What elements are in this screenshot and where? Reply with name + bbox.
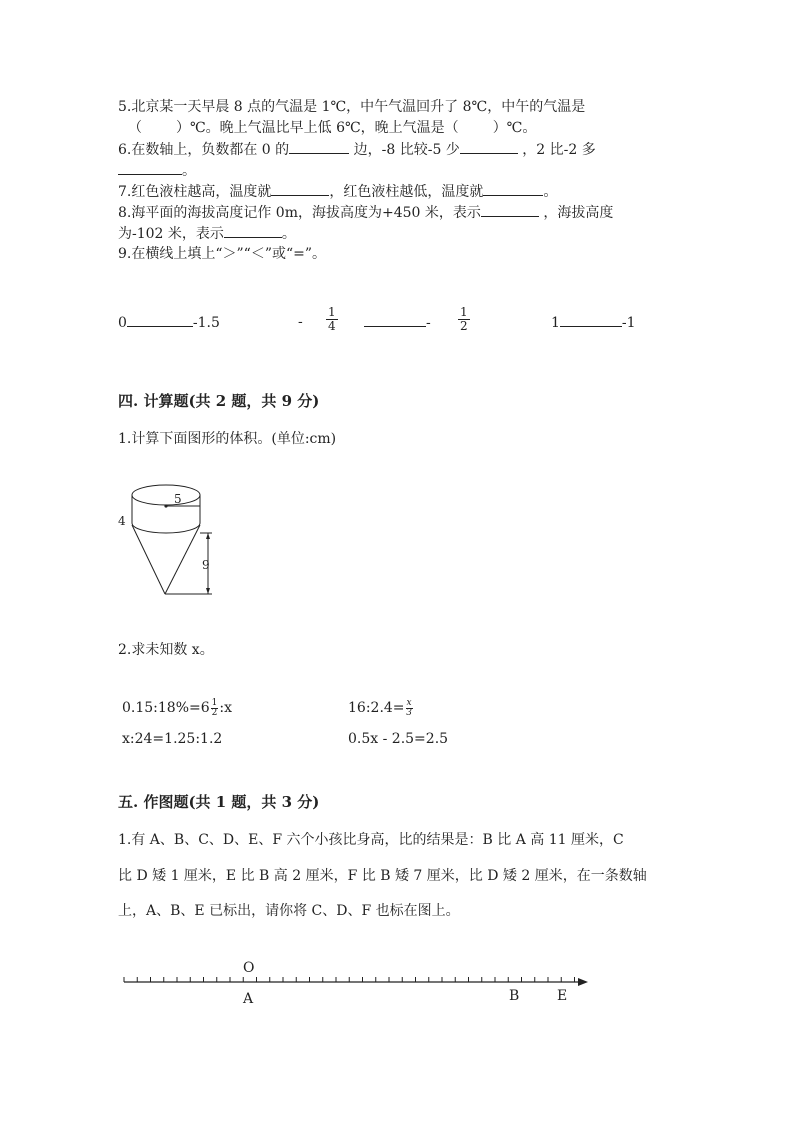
compare-blank[interactable]: [560, 312, 622, 327]
fraction-denominator: 4: [328, 319, 336, 333]
answer-blank[interactable]: [481, 202, 539, 217]
question-8-line1: [118, 202, 613, 223]
section-4-question-1: 1.计算下面图形的体积。(单位:cm): [118, 431, 337, 447]
question-5-end: ）℃。: [492, 120, 537, 136]
equation-3: x:24=1.25:1.2: [122, 731, 223, 747]
fraction-numerator: x: [406, 697, 412, 708]
section-4-question-2: 2.求未知数 x。: [118, 642, 214, 658]
fraction-numerator: 1: [460, 305, 468, 319]
question-7-text-1: 7.红色液柱越高，温度就: [118, 184, 272, 200]
fraction-numerator: 1: [211, 697, 218, 708]
answer-blank[interactable]: [483, 181, 543, 196]
cylinder-height-label: 4: [118, 514, 126, 528]
fraction-denominator: 2: [211, 707, 218, 718]
origin-label: O: [243, 960, 255, 976]
radius-label: 5: [174, 492, 182, 506]
equation-2: [348, 698, 414, 718]
compare-right: -1: [621, 315, 636, 331]
question-8-text-2: ，海拔高度: [543, 205, 614, 221]
question-8-end: 。: [281, 226, 296, 242]
compare-blank[interactable]: [364, 312, 426, 327]
point-a-label: A: [243, 991, 254, 1007]
question-8-text-1: 8.海平面的海拔高度记作 0m，海拔高度为+450 米，表示: [118, 205, 481, 221]
answer-blank[interactable]: [271, 181, 329, 196]
question-6-line1: [118, 139, 596, 160]
question-5-line2: [128, 118, 536, 138]
section-5-line3: 上，A、B、E 已标出，请你将 C、D、F 也标在图上。: [118, 903, 460, 919]
equation-text: 0.15:18%=6: [122, 700, 210, 716]
question-6-text-3: ，2 比-2 多: [522, 142, 596, 158]
equation-4: 0.5x - 2.5=2.5: [348, 731, 449, 747]
answer-blank[interactable]: [224, 223, 282, 238]
compare-right: -1.5: [192, 315, 220, 331]
section-5-line1: 1.有 A、B、C、D、E、F 六个小孩比身高，比的结果是：B 比 A 高 11 厘米，C: [118, 832, 624, 848]
question-7: [118, 181, 557, 202]
question-8-text-3: 为-102 米，表示: [118, 226, 224, 242]
question-5-line1: 5.北京某一天早晨 8 点的气温是 1℃，中午气温回升了 8℃，中午的气温是: [118, 99, 586, 115]
point-b-label: B: [509, 988, 520, 1004]
compare-left: 0: [118, 315, 127, 331]
question-5-mid: ）℃。晚上气温比早上低 6℃，晚上气温是（: [176, 120, 459, 136]
minus-sign: -: [426, 315, 431, 331]
fraction-one-half: [458, 306, 470, 333]
answer-blank[interactable]: [289, 139, 349, 154]
question-6-text-2: 边，-8 比较-5 少: [353, 142, 460, 158]
question-6-text-1: 6.在数轴上，负数都在 0 的: [118, 142, 290, 158]
point-e-label: E: [557, 988, 568, 1004]
section-5-line2: 比 D 矮 1 厘米，E 比 B 高 2 厘米，F 比 B 矮 7 厘米，比 D 矮 2 厘米，在一条数轴: [118, 868, 647, 884]
question-7-end: 。: [543, 184, 558, 200]
compare-item-3: [551, 312, 636, 333]
answer-blank[interactable]: [118, 160, 182, 175]
fraction-numerator: 1: [328, 305, 336, 319]
answer-blank[interactable]: [460, 139, 518, 154]
equation-1: [122, 698, 232, 718]
fraction-denominator: 2: [460, 319, 468, 333]
compare-item-2: [364, 312, 431, 333]
question-8-line2: [118, 223, 296, 244]
minus-sign: -: [298, 314, 303, 330]
number-line[interactable]: [110, 952, 600, 1012]
section-4-title: 四. 计算题(共 2 题，共 9 分): [118, 392, 320, 410]
cone-height-label: 9: [202, 558, 210, 572]
fraction-one-quarter: [326, 306, 338, 333]
equation-text: 16:2.4=: [348, 700, 405, 716]
cylinder-cone-figure: [112, 478, 222, 600]
fraction-denominator: 3: [406, 707, 412, 718]
compare-left: 1: [551, 315, 560, 331]
question-6-line2: [118, 160, 196, 181]
question-7-text-2: ，红色液柱越低，温度就: [329, 184, 484, 200]
paren-open: （: [128, 120, 142, 136]
equation-text: :x: [219, 700, 233, 716]
compare-blank[interactable]: [127, 312, 193, 327]
question-9: 9.在横线上填上“＞”“＜”或“=”。: [118, 246, 327, 262]
section-5-title: 五. 作图题(共 1 题，共 3 分): [118, 793, 320, 811]
question-6-end: 。: [182, 163, 196, 179]
compare-item-1: [118, 312, 220, 333]
